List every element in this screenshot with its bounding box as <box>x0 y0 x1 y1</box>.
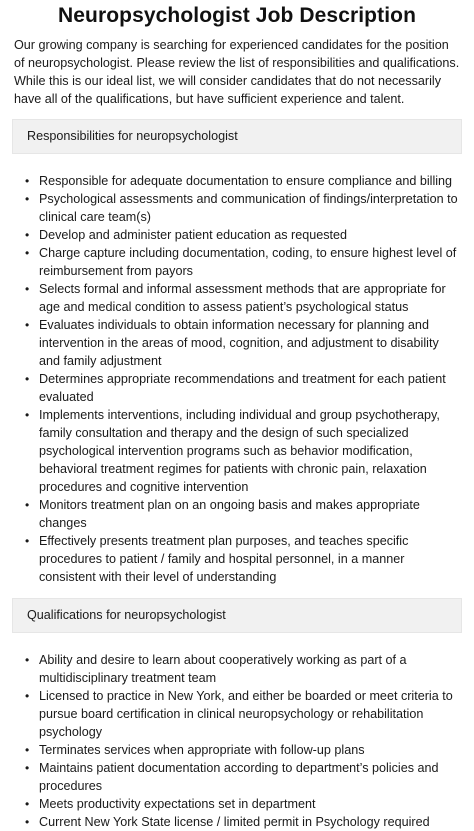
qualification-text: Licensed to practice in New York, and either be boarded or meet criteria to pursue board certification in clinical neuropsychology or rehabilitation psychology <box>39 689 453 739</box>
list-item <box>12 406 462 496</box>
bullet-icon: • <box>25 534 30 548</box>
bullet-icon: • <box>25 228 30 242</box>
responsibility-text: Selects formal and informal assessment methods that are appropriate for age and medical condition to assess patient’s psychological status <box>39 282 446 314</box>
responsibility-text: Develop and administer patient education as requested <box>39 228 348 242</box>
list-item <box>12 226 462 244</box>
bullet-icon: • <box>25 318 30 332</box>
bullet-icon: • <box>25 653 30 667</box>
qualification-text: Current New York State license / limited permit in Psychology required <box>39 815 430 829</box>
list-item <box>12 496 462 532</box>
responsibility-text: Effectively presents treatment plan purposes, and teaches specific procedures to patient / family and hospital personnel, in a manner consistent with their level of understanding <box>39 534 409 584</box>
responsibility-text: Charge capture including documentation, coding, to ensure highest level of reimbursement from payors <box>39 246 457 278</box>
qualification-text: Meets productivity expectations set in department <box>39 797 316 811</box>
bullet-icon: • <box>25 174 30 188</box>
list-item <box>12 651 462 687</box>
responsibility-text: Monitors treatment plan on an ongoing basis and makes appropriate changes <box>39 498 420 530</box>
qualifications-heading: Qualifications for neuropsychologist <box>12 598 462 633</box>
bullet-icon: • <box>25 192 30 206</box>
responsibility-text: Responsible for adequate documentation to ensure compliance and billing <box>39 174 453 188</box>
qualifications-list <box>12 651 462 831</box>
list-item <box>12 687 462 741</box>
bullet-icon: • <box>25 815 30 829</box>
bullet-icon: • <box>25 408 30 422</box>
bullet-icon: • <box>25 282 30 296</box>
qualification-text: Ability and desire to learn about cooperatively working as part of a multidisciplinary treatment team <box>39 653 407 685</box>
bullet-icon: • <box>25 498 30 512</box>
responsibilities-list <box>12 172 462 586</box>
responsibility-text: Determines appropriate recommendations and treatment for each patient evaluated <box>39 372 446 404</box>
list-item <box>12 280 462 316</box>
list-item <box>12 190 462 226</box>
list-item <box>12 244 462 280</box>
list-item <box>12 759 462 795</box>
list-item <box>12 741 462 759</box>
qualification-text: Maintains patient documentation according to department’s policies and procedures <box>39 761 439 793</box>
bullet-icon: • <box>25 797 30 811</box>
responsibility-text: Psychological assessments and communication of findings/interpretation to clinical care team(s) <box>39 192 458 224</box>
responsibility-text: Implements interventions, including individual and group psychotherapy, family consultation and therapy and the design of such specialized psychological intervention programs such as behavior modification, behavioral treatment regimes for patients with chronic pain, relaxation procedures and cognitive intervention <box>39 408 440 494</box>
bullet-icon: • <box>25 372 30 386</box>
page-title: Neuropsychologist Job Description <box>57 4 416 27</box>
bullet-icon: • <box>25 246 30 260</box>
responsibility-text: Evaluates individuals to obtain information necessary for planning and intervention in the areas of mood, cognition, and adjustment to disability and family adjustment <box>39 318 439 368</box>
bullet-icon: • <box>25 743 30 757</box>
bullet-icon: • <box>25 761 30 775</box>
list-item <box>12 795 462 813</box>
list-item <box>12 813 462 831</box>
list-item <box>12 172 462 190</box>
intro-paragraph: Our growing company is searching for experienced candidates for the position of neuropsychologist. Please review the list of responsibilities and qualifications. While this is our ideal list, we will consider candidates that do not necessarily have all of the qualifications, but have sufficient experience and talent. <box>14 38 460 106</box>
list-item <box>12 532 462 586</box>
list-item <box>12 370 462 406</box>
responsibilities-heading: Responsibilities for neuropsychologist <box>12 119 462 154</box>
qualification-text: Terminates services when appropriate with follow-up plans <box>39 743 365 757</box>
bullet-icon: • <box>25 689 30 703</box>
list-item <box>12 316 462 370</box>
